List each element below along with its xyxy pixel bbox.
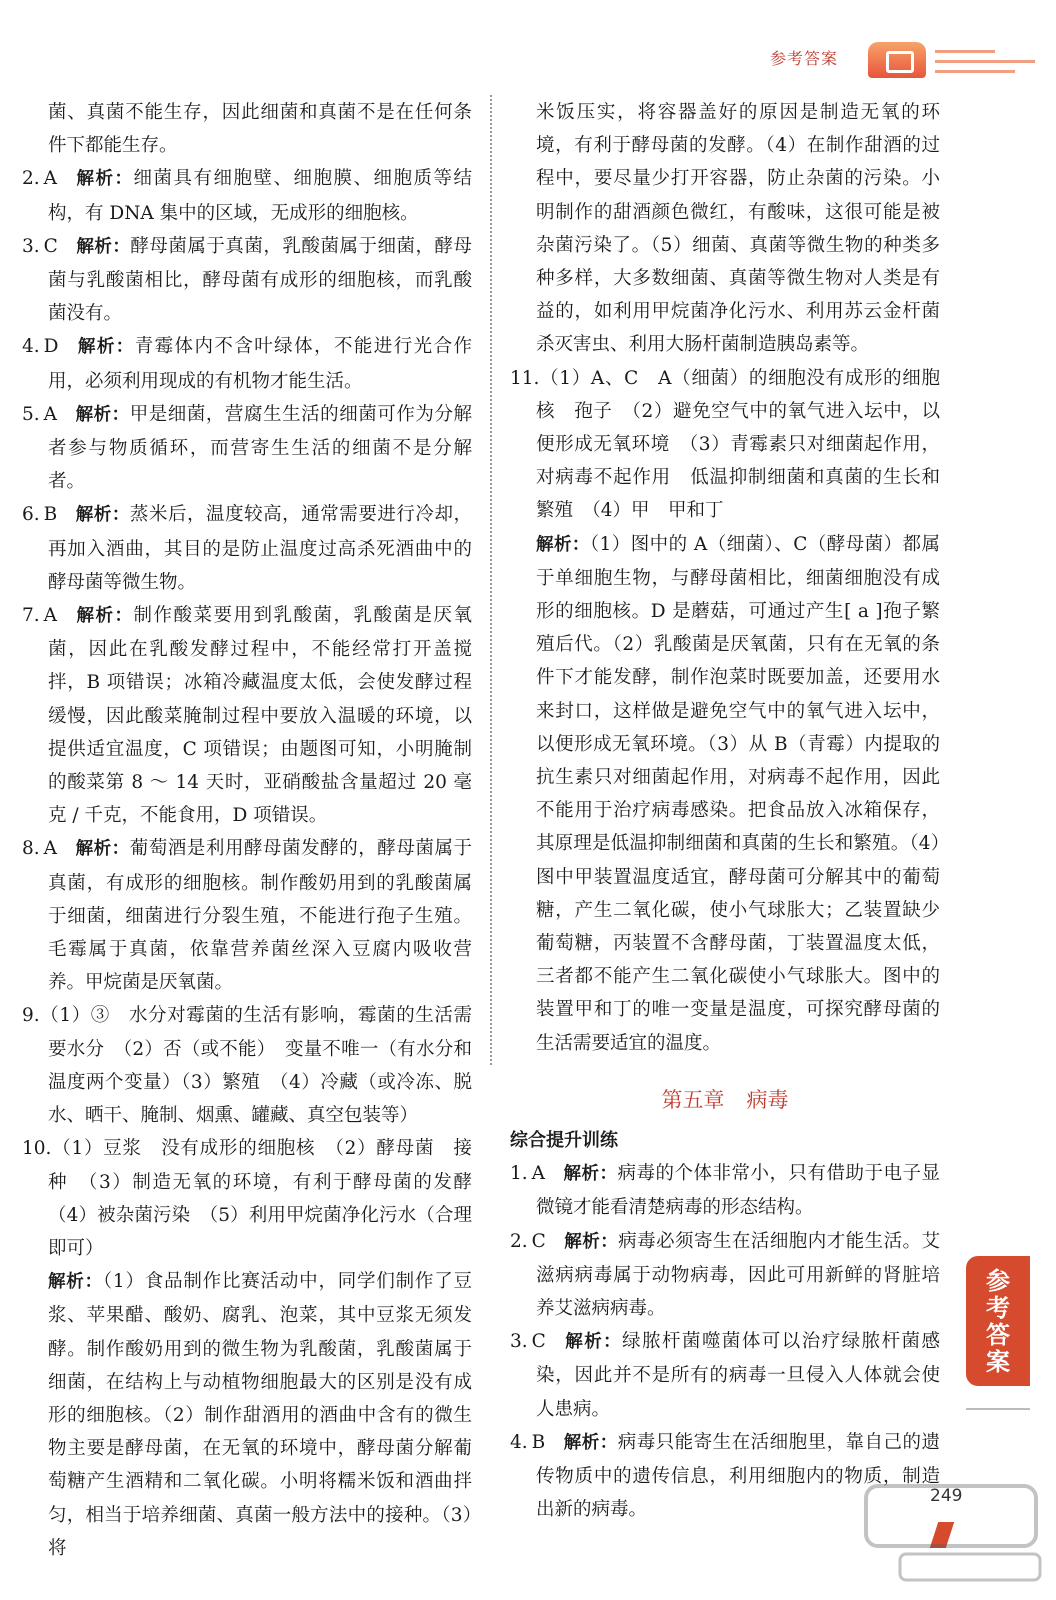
answer-text: 葡萄酒是利用酵母菌发酵的，酵母菌属于真菌，有成形的细胞核。制作酸奶用到的乳酸菌属于细菌，细菌进行分裂生殖，不能进行孢子生殖。毛霉属于真菌，依靠营养菌丝深入豆腐内吸收营养。甲烷菌是厌氧菌。: [48, 838, 472, 994]
header-label: 参考答案: [770, 49, 839, 68]
answer-text: 米饭压实，将容器盖好的原因是制造无氧的环境，有利于酵母菌的发酵。（4）在制作甜酒的过程中，要尽量少打开容器，防止杂菌的污染。小明制作的甜酒颜色微红，有酸味，这很可能是被杂菌污染了。（5）细菌、真菌等微生物的种类多种多样，大多数细菌、真菌等微生物对人类是有益的，如利用甲烷菌净化污水、利用苏云金杆菌杀灭害虫、利用大肠杆菌制造胰岛素等。: [536, 102, 940, 356]
item-number: 2.: [510, 1230, 528, 1252]
item-answer: C: [43, 235, 58, 257]
header-decoration-line: [935, 50, 995, 53]
answer-text: （1）图中的 A（细菌）、C（酵母菌）都属于单细胞生物，与酵母菌相比，细菌细胞没有成形的细胞核。D 是蘑菇，可通过产生[ a ]孢子繁殖后代。（2）乳酸菌是厌氧菌，只有在无氧的条件下才能发酵，制作泡菜时既要加盖，还要用水来封口，这样做是避免空气中的氧气进入坛中，以便形成无氧环境。（3）从 B（青霉）内提取的抗生素只对细菌起作用，对病毒不起作用，因此不能用于治疗病毒感染。把食品放入冰箱保存，其原理是低温抑制细菌和真菌的生长和繁殖。（4）图中甲装置温度适宜，酵母菌可分解其中的葡萄糖，产生二氧化碳，使小气球胀大；乙装置缺少葡萄糖，丙装置不含酵母菌，丁装置温度太低，三者都不能产生二氧化碳使小气球胀大。图中的装置甲和丁的唯一变量是温度，可探究酵母菌的生活需要适宜的温度。: [536, 533, 941, 1054]
header-decoration-line: [935, 60, 1035, 63]
item-number: 4.: [510, 1431, 528, 1453]
item-answer: B: [43, 504, 58, 526]
answer-item: [510, 1325, 940, 1426]
column-divider: [490, 95, 492, 1065]
answer-item: [22, 832, 472, 999]
item-answer: A: [43, 403, 58, 425]
item-number: 4.: [22, 336, 40, 358]
explanation-label: 解析：: [76, 337, 135, 358]
right-column: [510, 96, 940, 1526]
watermark-graphic: [860, 1480, 1050, 1590]
answer-explanation: [510, 96, 940, 362]
answer-item: [510, 1157, 940, 1224]
side-tab-label: 参考答案: [986, 1267, 1010, 1376]
answer-text: 甲是细菌，营腐生生活的细菌可作为分解者参与物质循环，而营寄生生活的细菌不是分解者。: [48, 403, 472, 493]
item-answer: A: [43, 838, 58, 860]
answer-text: （1）食品制作比赛活动中，同学们制作了豆浆、苹果醋、酸奶、腐乳、泡菜，其中豆浆无须发酵。制作酸奶用到的微生物为乳酸菌，乳酸菌属于细菌，在结构上与动植物细胞最大的区别是没有成形的细胞核。（2）制作甜酒用的酒曲中含有的微生物主要是酵母菌，在无氧的环境中，酵母菌分解葡萄糖产生酒精和二氧化碳。小明将糯米饭和酒曲拌匀，相当于培养细菌、真菌一般方法中的接种。（3）将: [48, 1271, 472, 1559]
explanation-label: 解析：: [563, 1231, 619, 1252]
answer-item: [22, 398, 472, 499]
item-number: 3.: [510, 1331, 528, 1353]
explanation-label: 解析：: [75, 404, 130, 425]
answer-text: 酵母菌属于真菌，乳酸菌属于细菌，酵母菌与乳酸菌相比，酵母菌有成形的细胞核，而乳酸菌没有。: [48, 235, 473, 325]
item-number: 10.: [22, 1138, 52, 1160]
item-answer: D: [43, 336, 59, 358]
answer-text: 绿脓杆菌噬菌体可以治疗绿脓杆菌感染，因此并不是所有的病毒一旦侵入人体就会使人患病。: [536, 1331, 940, 1420]
explanation-label: 解析：: [48, 1272, 103, 1293]
watermark-logo: [860, 1480, 1050, 1590]
item-number: 2.: [22, 168, 40, 190]
answer-item: [22, 498, 472, 599]
item-answer: B: [531, 1431, 546, 1453]
explanation-label: 解析：: [563, 1164, 618, 1185]
explanation-label: 解析：: [75, 606, 134, 627]
answer-text: 蒸米后，温度较高，通常需要进行冷却，再加入酒曲，其目的是防止温度过高杀死酒曲中的酵母菌等微生物。: [48, 504, 472, 593]
answer-item: [22, 230, 472, 331]
header-decoration-line: [935, 70, 1015, 73]
side-tab: [966, 1256, 1030, 1386]
answer-text: 菌、真菌不能生存，因此细菌和真菌不是在任何条件下都能生存。: [48, 102, 472, 157]
item-answer: C: [531, 1331, 546, 1353]
item-answer: A: [531, 1163, 546, 1185]
item-number: 5.: [22, 403, 40, 425]
chapter-number: 第五章: [661, 1087, 725, 1112]
answer-text: 制作酸菜要用到乳酸菌，乳酸菌是厌氧菌，因此在乳酸发酵过程中，不能经常打开盖搅拌，B 项错误；冰箱冷藏温度太低，会使发酵过程缓慢，因此酸菜腌制过程中要放入温暖的环境，以提供适宜温度，C 项错误；由题图可知，小明腌制的酸菜第 8 ～ 14 天时，亚硝酸盐含量超过 20 毫克 / 千克，不能食用，D 项错误。: [48, 605, 472, 827]
explanation-label: 解析：: [563, 1332, 623, 1353]
answer-explanation: [22, 1265, 472, 1565]
answer-explanation: [510, 528, 940, 1060]
section-title: 综合提升训练: [510, 1129, 618, 1151]
explanation-label: 解析：: [75, 236, 131, 257]
answer-text: （1）豆浆 没有成形的细胞核 （2）酵母菌 接种 （3）制造无氧的环境，有利于酵母菌的发酵 （4）被杂菌污染 （5）利用甲烷菌净化污水（合理即可）: [48, 1138, 491, 1259]
answer-item: [22, 1132, 491, 1265]
explanation-label: 解析：: [563, 1432, 618, 1453]
item-number: 1.: [510, 1163, 528, 1185]
item-number: 8.: [22, 838, 40, 860]
page-header: [760, 38, 1056, 90]
chapter-answers: [510, 1157, 940, 1526]
explanation-label: 解析：: [536, 534, 590, 555]
item-number: 9.: [22, 1005, 40, 1027]
right-column-answers: [510, 96, 940, 1060]
left-column: [22, 96, 491, 1565]
answer-text: （1）A、C A（细菌）的细胞没有成形的细胞核 孢子 （2）避免空气中的氧气进入坛中，以便形成无氧环境 （3）青霉素只对细菌起作用，对病毒不起作用 低温抑制细菌和真菌的生长和繁殖 （4）甲 甲和丁: [536, 367, 940, 522]
item-answer: A: [43, 168, 58, 190]
item-number: 7.: [22, 605, 40, 627]
item-number: 11.: [510, 367, 540, 389]
answer-item: [510, 362, 940, 528]
answer-item: [22, 999, 472, 1132]
book-logo-icon: [868, 42, 926, 78]
answer-item: [22, 330, 472, 397]
answer-text: 病毒的个体非常小，只有借助于电子显微镜才能看清楚病毒的形态结构。: [536, 1163, 940, 1219]
answer-text: 病毒只能寄生在活细胞里，靠自己的遗传物质中的遗传信息，利用细胞内的物质，制造出新的病毒。: [536, 1431, 940, 1521]
answer-item: [22, 162, 472, 229]
answer-text: 细菌具有细胞壁、细胞膜、细胞质等结构，有 DNA 集中的区域，无成形的细胞核。: [48, 168, 472, 224]
answer-explanation: [22, 96, 472, 162]
side-divider: [966, 1408, 1030, 1410]
item-number: 6.: [22, 504, 40, 526]
answer-item: [22, 599, 472, 832]
answer-text: 青霉体内不含叶绿体，不能进行光合作用，必须利用现成的有机物才能生活。: [48, 336, 472, 392]
answer-text: （1）③ 水分对霉菌的生活有影响，霉菌的生活需要水分 （2）否（或不能） 变量不唯一（有水分和温度两个变量）（3）繁殖 （4）冷藏（或冷冻、脱水、晒干、腌制、烟熏、罐藏、真空包装等）: [39, 1005, 472, 1127]
page-number: 249: [930, 1486, 963, 1506]
chapter-heading: [510, 1082, 940, 1118]
item-number: 3.: [22, 235, 40, 257]
explanation-label: 解析：: [75, 505, 130, 526]
answer-text: 病毒必须寄生在活细胞内才能生活。艾滋病病毒属于动物病毒，因此可用新鲜的肾脏培养艾滋病病毒。: [536, 1230, 940, 1319]
explanation-label: 解析：: [75, 169, 134, 190]
answer-item: [510, 1225, 940, 1326]
item-answer: A: [43, 605, 58, 627]
chapter-name: 病毒: [746, 1087, 789, 1112]
explanation-label: 解析：: [75, 839, 130, 860]
item-answer: C: [531, 1230, 546, 1252]
